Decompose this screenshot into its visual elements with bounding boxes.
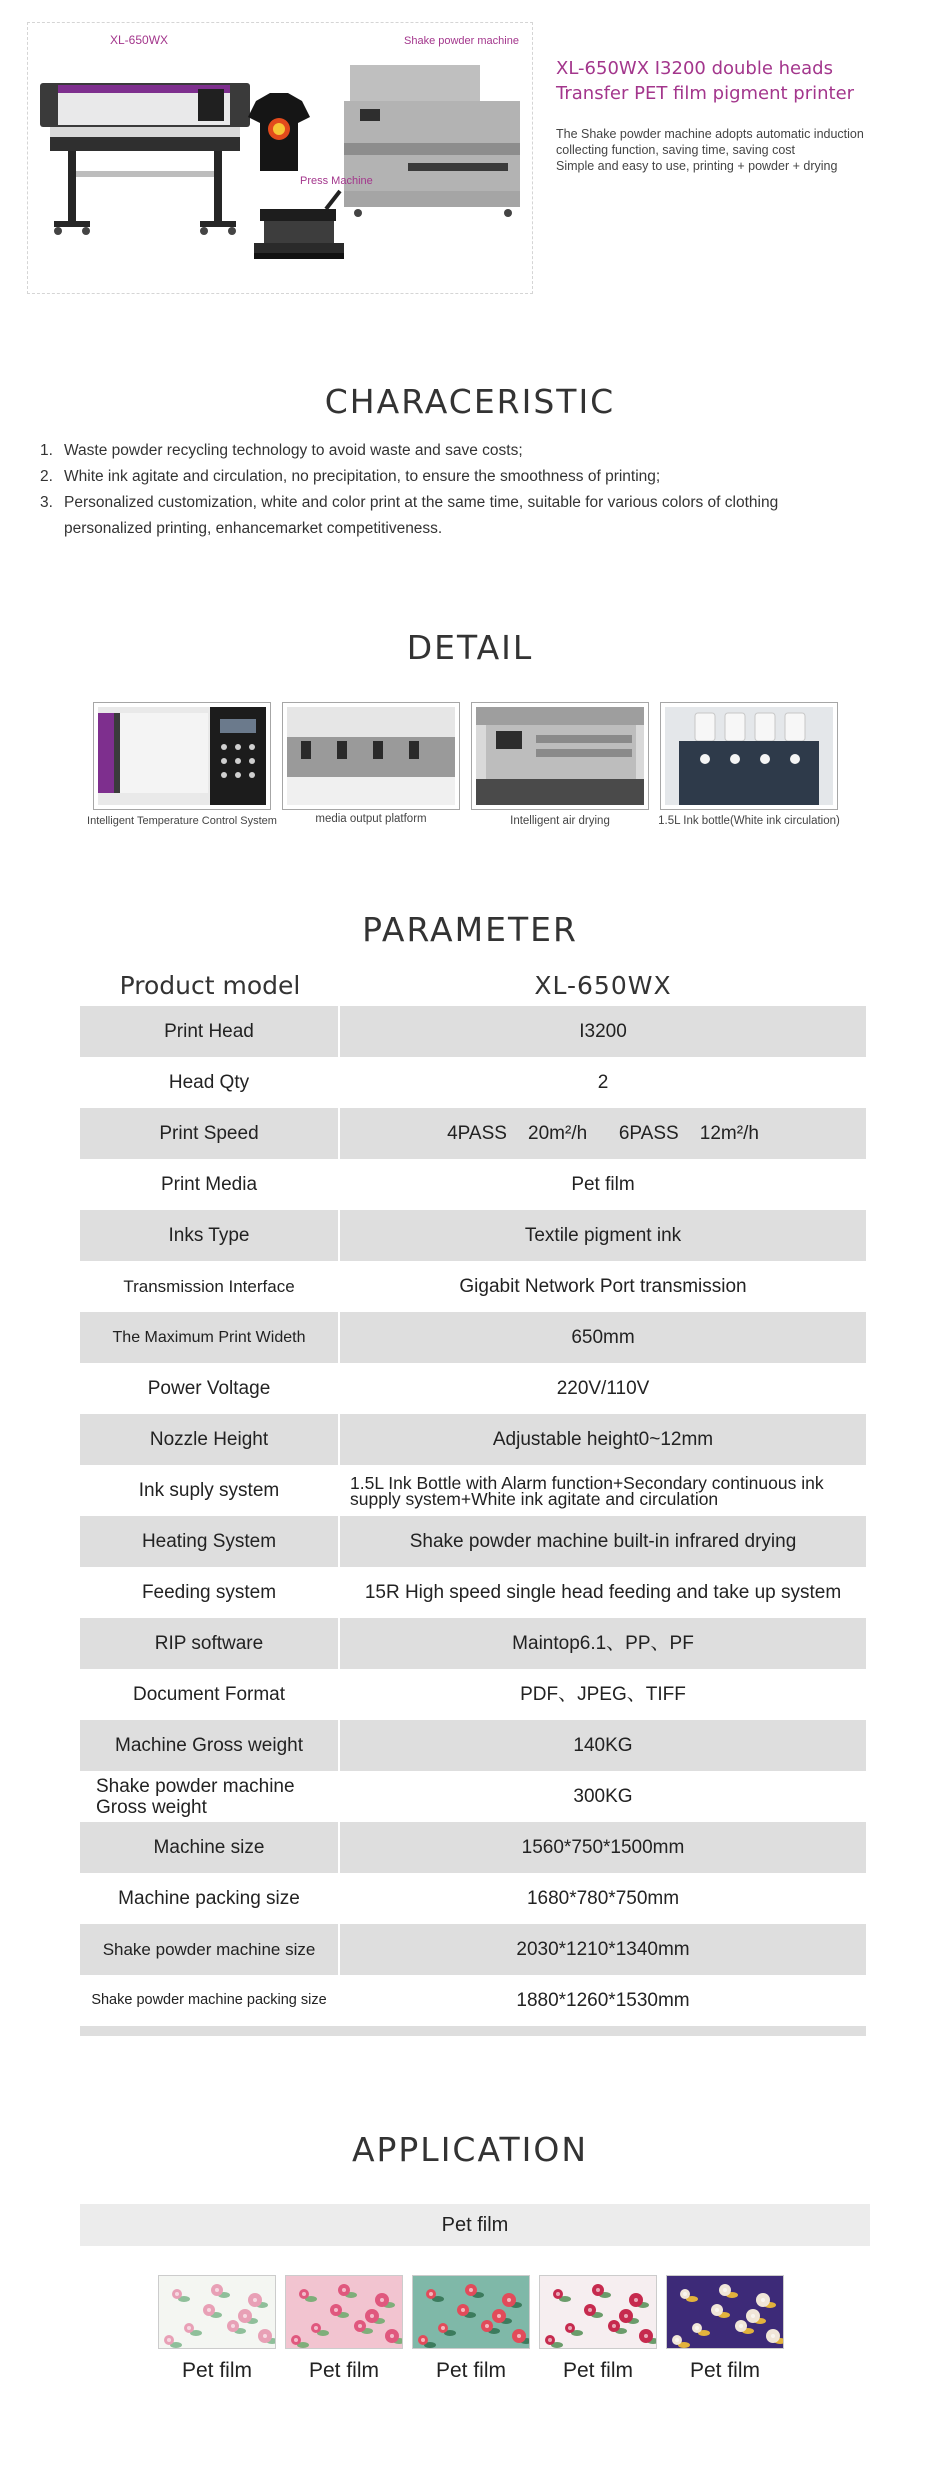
row-value: 1680*780*750mm [526, 1887, 680, 1909]
fabric-sample-image [666, 2275, 784, 2349]
shaker-label: Shake powder machine [404, 35, 519, 47]
table-row [80, 1771, 866, 1822]
row-label: Transmission Interface [80, 1261, 340, 1312]
hero-image-frame [27, 22, 533, 294]
row-value: 2 [597, 1071, 609, 1093]
detail-caption: media output platform [315, 813, 427, 825]
item-text: White ink agitate and circulation, no precipitation, to ensure the smoothness of printing; [64, 468, 661, 485]
application-title: APPLICATION [351, 2130, 589, 2169]
ink-bottle-icon [665, 707, 833, 805]
table-row [80, 1108, 866, 1159]
press-label: Press Machine [300, 175, 373, 187]
row-value: Pet film [571, 1173, 635, 1195]
row-label: RIP software [80, 1618, 340, 1669]
table-row [80, 1822, 866, 1873]
hero-description [556, 126, 916, 174]
row-label: Ink suply system [80, 1465, 340, 1516]
fabric-sample-caption: Pet film [181, 2359, 252, 2382]
row-value: 300KG [573, 1785, 633, 1807]
floral-pattern-icon [667, 2276, 784, 2349]
item-text: Personalized customization, white and color print at the same time, suitable for various colors of clothing [64, 494, 779, 511]
hero-product-illustration [28, 23, 532, 293]
fabric-sample-image [412, 2275, 530, 2349]
table-row [80, 1006, 866, 1057]
control-panel-icon [98, 707, 266, 805]
floral-pattern-icon [413, 2276, 530, 2349]
row-value: 15R High speed single head feeding and take up system [364, 1581, 842, 1603]
row-value: 1560*750*1500mm [521, 1836, 685, 1858]
table-row [80, 1975, 866, 2026]
table-footer [80, 2026, 866, 2036]
row-label: Feeding system [80, 1567, 340, 1618]
row-label: Inks Type [80, 1210, 340, 1261]
table-row [80, 1516, 866, 1567]
detail-image-frame [282, 702, 460, 810]
table-row [80, 1924, 866, 1975]
row-value: Shake powder machine built-in infrared drying [409, 1530, 797, 1552]
row-label: Document Format [80, 1669, 340, 1720]
fabric-sample-image [539, 2275, 657, 2349]
row-label: Head Qty [80, 1057, 340, 1108]
characteristic-title: CHARACERISTIC [324, 382, 616, 421]
row-value: 1880*1260*1530mm [516, 1989, 690, 2011]
application-category-label: Pet film [441, 2213, 509, 2236]
hero-title [556, 56, 916, 106]
detail-image-frame [660, 702, 838, 810]
header-value: XL-650WX [534, 970, 672, 1000]
table-row [80, 1210, 866, 1261]
item-text: Waste powder recycling technology to avoid waste and save costs; [64, 442, 523, 459]
hero-desc-line: The Shake powder machine adopts automatic induction [556, 127, 864, 141]
table-row [80, 1057, 866, 1108]
item-text-continued: personalized printing, enhancemarket competitiveness. [64, 520, 443, 537]
row-label: Power Voltage [80, 1363, 340, 1414]
table-row [80, 1465, 866, 1516]
row-label: Nozzle Height [80, 1414, 340, 1465]
row-value: Adjustable height0~12mm [492, 1428, 714, 1450]
row-label: Shake powder machine size [80, 1924, 340, 1975]
row-value: I3200 [579, 1020, 627, 1042]
row-label: Shake powder machine packing size [80, 1975, 340, 2026]
item-number: 1. [40, 442, 53, 459]
detail-caption: Intelligent Temperature Control System [87, 815, 277, 827]
hero-title-line-1: XL-650WX I3200 double heads [556, 58, 833, 79]
list-item [40, 490, 920, 542]
detail-title: DETAIL [406, 628, 534, 667]
air-drying-icon [476, 707, 644, 805]
output-platform-icon [287, 707, 455, 805]
row-value: 4PASS 20m²/h 6PASS 12m²/h [447, 1122, 759, 1144]
tshirt-illustration [248, 93, 310, 171]
row-value: Maintop6.1、PP、PF [512, 1632, 694, 1654]
table-row [80, 1669, 866, 1720]
detail-caption: Intelligent air drying [510, 815, 610, 827]
fabric-sample-grid [158, 2275, 798, 2385]
fabric-sample-caption: Pet film [562, 2359, 633, 2382]
row-value: 2030*1210*1340mm [516, 1938, 690, 1960]
table-row [80, 1873, 866, 1924]
floral-pattern-icon [286, 2276, 403, 2349]
detail-caption: 1.5L Ink bottle(White ink circulation) [658, 815, 840, 827]
detail-image-frame [93, 702, 271, 810]
table-row [80, 1261, 866, 1312]
characteristic-list [40, 438, 920, 542]
printer-label: XL-650WX [110, 33, 169, 47]
fabric-sample-image [158, 2275, 276, 2349]
row-label: Machine Gross weight [80, 1720, 340, 1771]
list-item [40, 438, 920, 464]
table-row [80, 1720, 866, 1771]
table-row [80, 1363, 866, 1414]
parameter-table [80, 964, 866, 2036]
row-label: Machine packing size [80, 1873, 340, 1924]
hero-desc-line: Simple and easy to use, printing + powder + drying [556, 159, 838, 173]
row-value: 1.5L Ink Bottle with Alarm function+Secondary continuous ink supply system+White ink agitate and circulation [350, 1472, 824, 1509]
hero-title-line-2: Transfer PET film pigment printer [556, 83, 855, 104]
table-row [80, 1618, 866, 1669]
table-header-row [80, 964, 866, 1006]
header-label: Product model [119, 970, 301, 1000]
row-label: Shake powder machine Gross weight [80, 1771, 340, 1822]
table-row [80, 1159, 866, 1210]
item-number: 3. [40, 494, 53, 511]
fabric-sample-image [285, 2275, 403, 2349]
item-number: 2. [40, 468, 53, 485]
row-label: Print Media [80, 1159, 340, 1210]
shake-powder-machine-illustration [344, 65, 520, 217]
parameter-title: PARAMETER [362, 910, 578, 949]
fabric-sample-caption: Pet film [435, 2359, 506, 2382]
row-value: PDF、JPEG、TIFF [520, 1683, 686, 1705]
floral-pattern-icon [159, 2276, 276, 2349]
table-row [80, 1312, 866, 1363]
list-item [40, 464, 920, 490]
table-row [80, 1567, 866, 1618]
row-label: Machine size [80, 1822, 340, 1873]
fabric-sample-caption: Pet film [689, 2359, 760, 2382]
fabric-sample-caption: Pet film [308, 2359, 379, 2382]
row-value: 650mm [571, 1326, 635, 1348]
row-label: The Maximum Print Wideth [80, 1312, 340, 1363]
press-machine-illustration [254, 191, 344, 259]
row-value: 140KG [573, 1734, 633, 1756]
printer-illustration [40, 83, 250, 235]
row-label: Print Speed [80, 1108, 340, 1159]
row-value: Gigabit Network Port transmission [459, 1275, 747, 1297]
row-value: 220V/110V [556, 1377, 650, 1399]
application-category-bar [80, 2204, 870, 2246]
table-row [80, 1414, 866, 1465]
row-value: Textile pigment ink [524, 1224, 682, 1246]
detail-image-frame [471, 702, 649, 810]
floral-pattern-icon [540, 2276, 657, 2349]
row-label: Heating System [80, 1516, 340, 1567]
hero-desc-line: collecting function, saving time, saving cost [556, 143, 796, 157]
row-label: Print Head [80, 1006, 340, 1057]
